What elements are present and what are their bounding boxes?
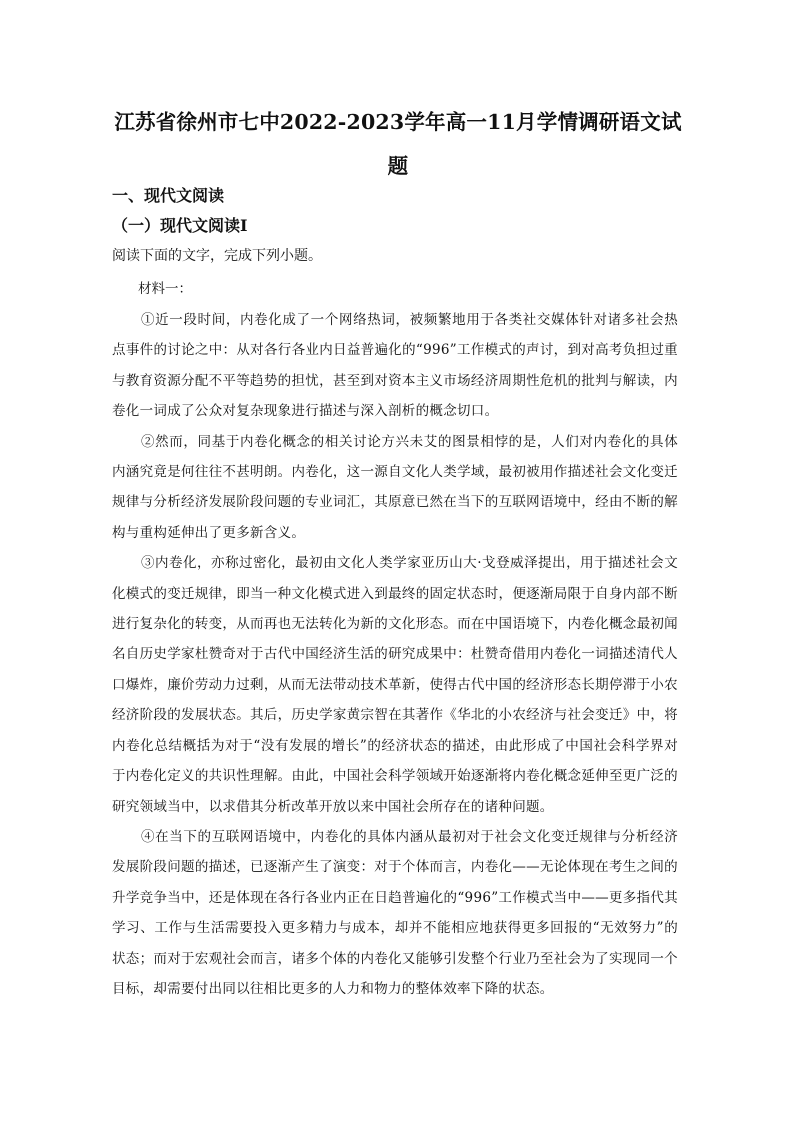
page-title: 江苏省徐州市七中2022-2023学年高一11月学情调研语文试题	[114, 110, 682, 178]
reading-instruction: 阅读下面的文字，完成下列小题。	[112, 248, 322, 264]
section-heading: 一、现代文阅读	[112, 186, 225, 205]
subsection-heading: （一）现代文阅读I	[112, 216, 248, 235]
paragraph-2: ②然而，同基于内卷化概念的相关讨论方兴未艾的图景相悖的是，人们对内卷化的具体内涵究竟是何往往不甚明朗。内卷化，这一源自文化人类学域，最初被用作描述社会文化变迁规律与分析经济发展阶段问题的专业词汇，其原意已然在当下的互联网语境中，经由不断的解构与重构延伸出了更多新含义。	[112, 433, 678, 541]
paragraph-4: ④在当下的互联网语境中，内卷化的具体内涵从最初对于社会文化变迁规律与分析经济发展阶段问题的描述，已逐渐产生了演变：对于个体而言，内卷化——无论体现在考生之间的升学竞争当中，还是体现在各行各业内正在日趋普遍化的“996”工作模式当中——更多指代其学习、工作与生活需要投入更多精力与成本，却并不能相应地获得更多回报的“无效努力”的状态；而对于宏观社会而言，诸多个体的内卷化又能够引发整个行业乃至社会为了实现同一个目标，却需要付出同以往相比更多的人力和物力的整体效率下降的状态。	[112, 828, 678, 997]
paragraph-3: ③内卷化，亦称过密化，最初由文化人类学家亚历山大·戈登威泽提出，用于描述社会文化模式的变迁规律，即当一种文化模式进入到最终的固定状态时，便逐渐局限于自身内部不断进行复杂化的转变，从而再也无法转化为新的文化形态。而在中国语境下，内卷化概念最初闻名自历史学家杜赞奇对于古代中国经济生活的研究成果中：杜赞奇借用内卷化一词描述清代人口爆炸，廉价劳动力过剩，从而无法带动技术革新，使得古代中国的经济形态长期停滞于小农经济阶段的发展状态。其后，历史学家黄宗智在其著作《华北的小农经济与社会变迁》中，将内卷化总结概括为对于“没有发展的增长”的经济状态的描述，由此形成了中国社会科学界对于内卷化定义的共识性理解。由此，中国社会科学领域开始逐渐将内卷化概念延伸至更广泛的研究领域当中，以求借其分析改革开放以来中国社会所存在的诸种问题。	[112, 555, 678, 815]
material-label: 材料一：	[138, 281, 192, 297]
passage-body	[112, 305, 678, 1004]
paragraph-1: ①近一段时间，内卷化成了一个网络热词，被频繁地用于各类社交媒体针对诸多社会热点事件的讨论之中：从对各行各业内日益普遍化的“996”工作模式的声讨，到对高考负担过重与教育资源分配不平等趋势的担忧，甚至到对资本主义市场经济周期性危机的批判与解读，内卷化一词成了公众对复杂现象进行描述与深入剖析的概念切口。	[112, 312, 678, 420]
